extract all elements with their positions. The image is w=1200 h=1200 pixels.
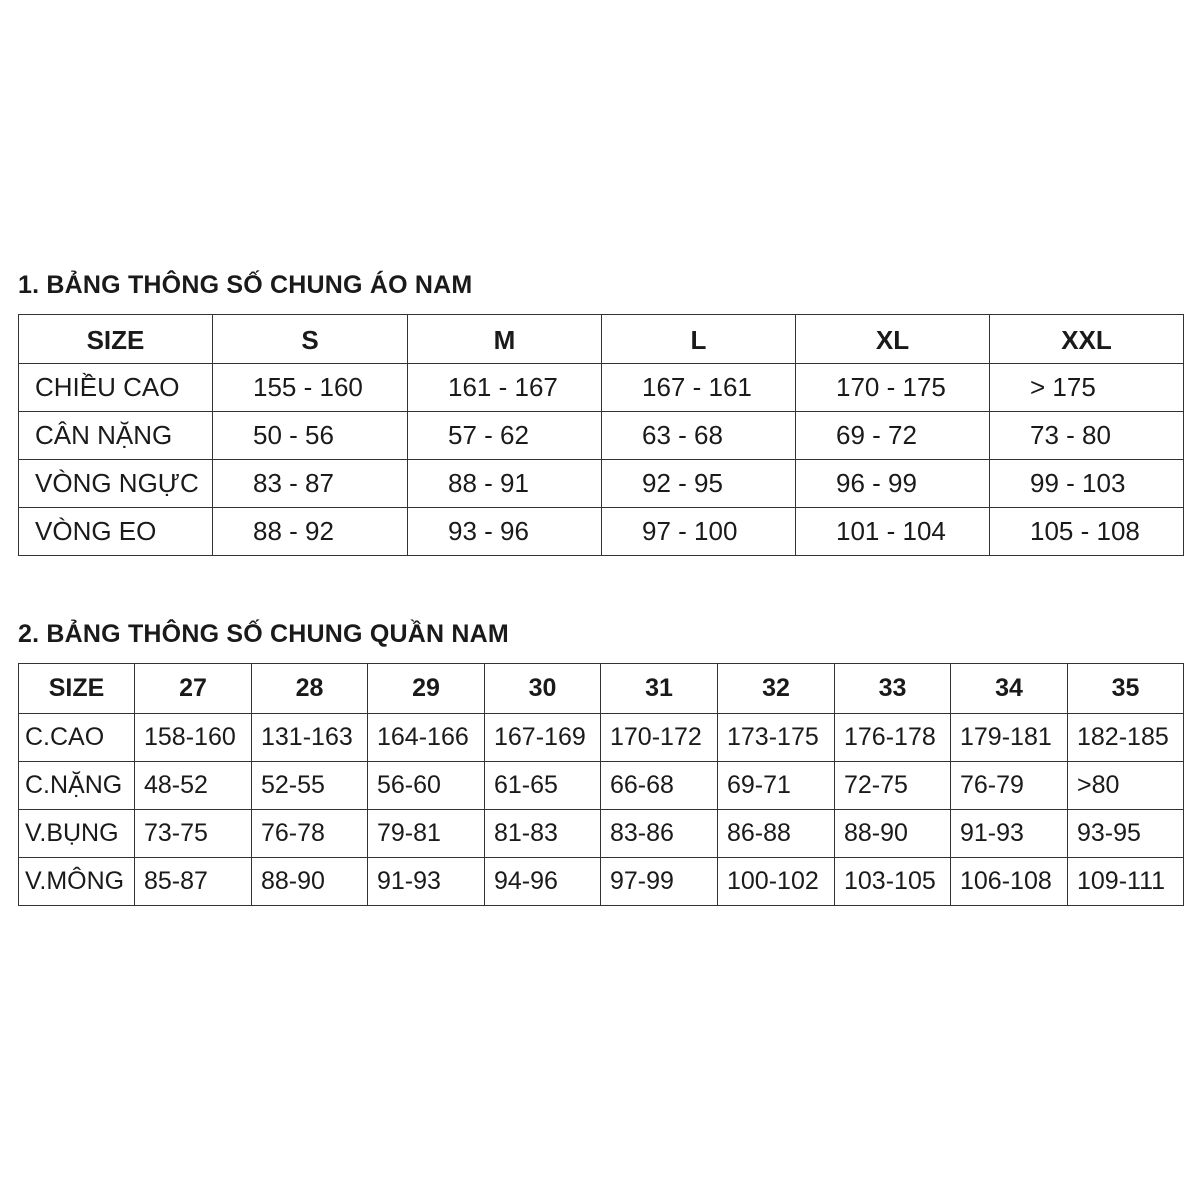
header-cell-m: M bbox=[408, 315, 602, 364]
table-cell: 52-55 bbox=[252, 762, 368, 810]
table-cell: 57 - 62 bbox=[408, 412, 602, 460]
table-cell: 97-99 bbox=[601, 858, 718, 906]
table-row bbox=[19, 714, 1184, 762]
header-cell: 35 bbox=[1068, 664, 1184, 714]
table-cell: 161 - 167 bbox=[408, 364, 602, 412]
table-cell: 99 - 103 bbox=[990, 460, 1184, 508]
table-cell: 73 - 80 bbox=[990, 412, 1184, 460]
header-cell-xxl: XXL bbox=[990, 315, 1184, 364]
table-cell: 93-95 bbox=[1068, 810, 1184, 858]
row-label: C.CAO bbox=[19, 714, 135, 762]
table-cell: 88 - 92 bbox=[213, 508, 408, 556]
table-cell: 92 - 95 bbox=[602, 460, 796, 508]
table-cell: > 175 bbox=[990, 364, 1184, 412]
header-cell-s: S bbox=[213, 315, 408, 364]
row-label: C.NẶNG bbox=[19, 762, 135, 810]
table-cell: 167 - 161 bbox=[602, 364, 796, 412]
table-row bbox=[19, 762, 1184, 810]
table-row bbox=[19, 508, 1184, 556]
table-cell: 79-81 bbox=[368, 810, 485, 858]
table-cell: 131-163 bbox=[252, 714, 368, 762]
header-cell-size: SIZE bbox=[19, 315, 213, 364]
table-cell: 167-169 bbox=[485, 714, 601, 762]
table-cell: 182-185 bbox=[1068, 714, 1184, 762]
shirt-size-table-title: 1. BẢNG THÔNG SỐ CHUNG ÁO NAM bbox=[18, 271, 473, 299]
table-cell: 76-79 bbox=[951, 762, 1068, 810]
table-cell: 164-166 bbox=[368, 714, 485, 762]
table-cell: 63 - 68 bbox=[602, 412, 796, 460]
table-cell: 96 - 99 bbox=[796, 460, 990, 508]
table-cell: 173-175 bbox=[718, 714, 835, 762]
table-cell: 91-93 bbox=[368, 858, 485, 906]
table-row bbox=[19, 412, 1184, 460]
header-cell: 27 bbox=[135, 664, 252, 714]
header-cell: 30 bbox=[485, 664, 601, 714]
table-row bbox=[19, 858, 1184, 906]
table-cell: 69 - 72 bbox=[796, 412, 990, 460]
table-cell: 85-87 bbox=[135, 858, 252, 906]
pants-size-table bbox=[18, 663, 1184, 906]
table-cell: 170-172 bbox=[601, 714, 718, 762]
table-cell: 50 - 56 bbox=[213, 412, 408, 460]
header-cell: 32 bbox=[718, 664, 835, 714]
table-cell: 88-90 bbox=[252, 858, 368, 906]
table-cell: 158-160 bbox=[135, 714, 252, 762]
table-cell: 81-83 bbox=[485, 810, 601, 858]
header-cell-size: SIZE bbox=[19, 664, 135, 714]
table-cell: 69-71 bbox=[718, 762, 835, 810]
table-header-row bbox=[19, 664, 1184, 714]
header-cell: 29 bbox=[368, 664, 485, 714]
table-row bbox=[19, 810, 1184, 858]
row-label: V.MÔNG bbox=[19, 858, 135, 906]
table-row bbox=[19, 364, 1184, 412]
table-cell: 88-90 bbox=[835, 810, 951, 858]
row-label: VÒNG NGỰC bbox=[19, 460, 213, 508]
table-cell: 100-102 bbox=[718, 858, 835, 906]
table-cell: 83-86 bbox=[601, 810, 718, 858]
table-cell: 97 - 100 bbox=[602, 508, 796, 556]
table-cell: 88 - 91 bbox=[408, 460, 602, 508]
table-cell: 94-96 bbox=[485, 858, 601, 906]
table-row bbox=[19, 460, 1184, 508]
table-cell: 73-75 bbox=[135, 810, 252, 858]
header-cell: 33 bbox=[835, 664, 951, 714]
table-cell: >80 bbox=[1068, 762, 1184, 810]
header-cell: 34 bbox=[951, 664, 1068, 714]
row-label: CHIỀU CAO bbox=[19, 364, 213, 412]
table-cell: 76-78 bbox=[252, 810, 368, 858]
table-cell: 56-60 bbox=[368, 762, 485, 810]
table-cell: 170 - 175 bbox=[796, 364, 990, 412]
table-cell: 103-105 bbox=[835, 858, 951, 906]
table-header-row bbox=[19, 315, 1184, 364]
table-cell: 72-75 bbox=[835, 762, 951, 810]
row-label: CÂN NẶNG bbox=[19, 412, 213, 460]
header-cell: 28 bbox=[252, 664, 368, 714]
table-cell: 101 - 104 bbox=[796, 508, 990, 556]
table-cell: 105 - 108 bbox=[990, 508, 1184, 556]
row-label: V.BỤNG bbox=[19, 810, 135, 858]
table-cell: 155 - 160 bbox=[213, 364, 408, 412]
table-cell: 61-65 bbox=[485, 762, 601, 810]
table-cell: 106-108 bbox=[951, 858, 1068, 906]
header-cell-xl: XL bbox=[796, 315, 990, 364]
header-cell-l: L bbox=[602, 315, 796, 364]
table-cell: 48-52 bbox=[135, 762, 252, 810]
table-cell: 179-181 bbox=[951, 714, 1068, 762]
table-cell: 66-68 bbox=[601, 762, 718, 810]
header-cell: 31 bbox=[601, 664, 718, 714]
shirt-size-table bbox=[18, 314, 1184, 556]
pants-size-table-title: 2. BẢNG THÔNG SỐ CHUNG QUẦN NAM bbox=[18, 620, 509, 648]
table-cell: 83 - 87 bbox=[213, 460, 408, 508]
table-cell: 86-88 bbox=[718, 810, 835, 858]
table-cell: 109-111 bbox=[1068, 858, 1184, 906]
table-cell: 91-93 bbox=[951, 810, 1068, 858]
table-cell: 176-178 bbox=[835, 714, 951, 762]
table-cell: 93 - 96 bbox=[408, 508, 602, 556]
row-label: VÒNG EO bbox=[19, 508, 213, 556]
